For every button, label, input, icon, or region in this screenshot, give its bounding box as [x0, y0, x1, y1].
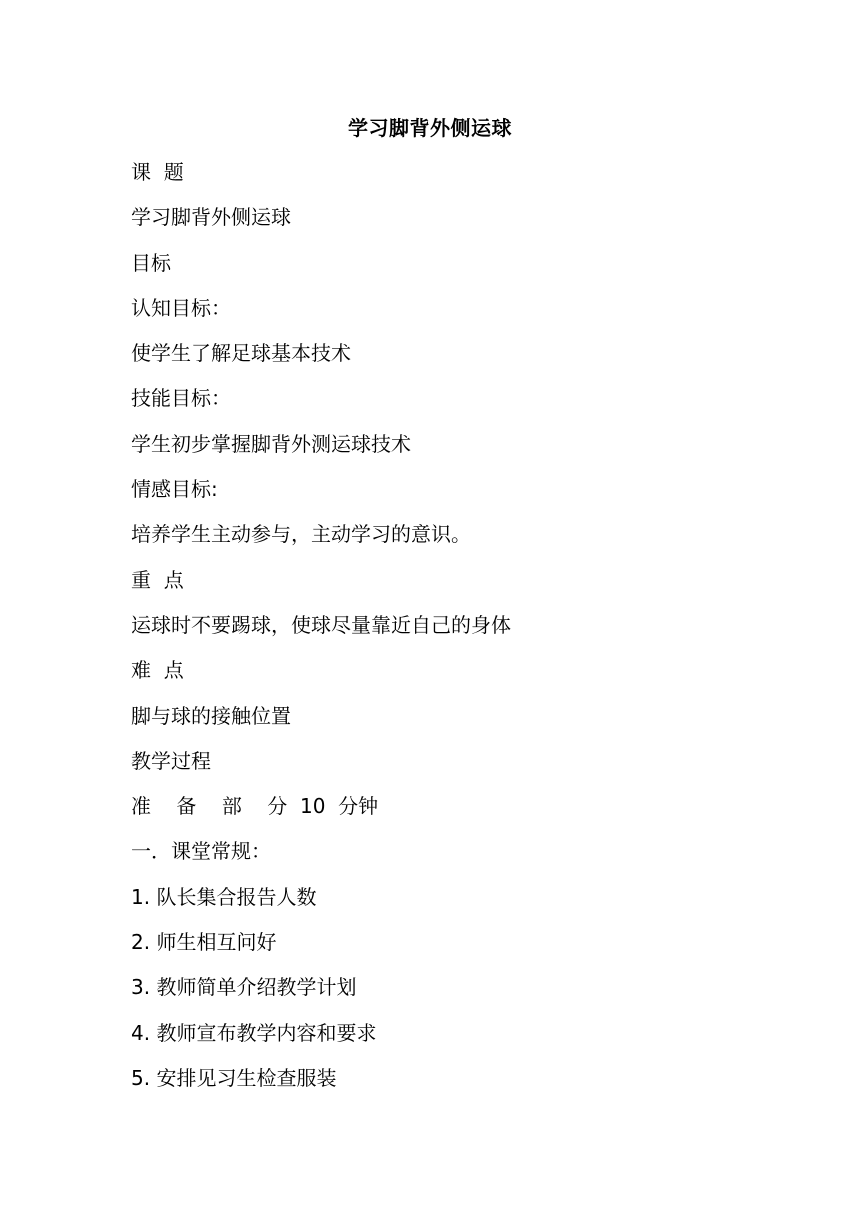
list-item: 2. 师生相互问好 [131, 930, 277, 955]
topic-text: 学习脚背外侧运球 [131, 205, 291, 230]
cognitive-goal-text: 使学生了解足球基本技术 [131, 341, 351, 366]
cognitive-goal-label: 认知目标： [131, 295, 231, 320]
section-label-goals: 目标 [131, 250, 171, 275]
emotional-goal-text: 培养学生主动参与，主动学习的意识。 [131, 522, 471, 547]
section-label-key-point: 重 点 [131, 567, 184, 592]
preparation-part-heading: 准 备 部 分 10 分钟 [131, 794, 379, 819]
skill-goal-label: 技能目标： [131, 386, 231, 411]
emotional-goal-label: 情感目标: [131, 477, 218, 502]
section-label-process: 教学过程 [131, 748, 211, 773]
list-item: 5. 安排见习生检查服装 [131, 1065, 337, 1090]
list-item: 1. 队长集合报告人数 [131, 884, 317, 909]
classroom-routine-heading: 一．课堂常规： [131, 839, 271, 864]
section-label-difficulty: 难 点 [131, 658, 184, 683]
skill-goal-text: 学生初步掌握脚背外测运球技术 [131, 431, 411, 456]
section-label-topic: 课 题 [131, 160, 184, 184]
list-item: 3. 教师简单介绍教学计划 [131, 975, 357, 1000]
difficulty-text: 脚与球的接触位置 [131, 703, 291, 728]
list-item: 4. 教师宣布教学内容和要求 [131, 1020, 377, 1045]
key-point-text: 运球时不要踢球，使球尽量靠近自己的身体 [131, 612, 511, 637]
document-body [131, 157, 781, 1108]
document-title: 学习脚背外侧运球 [348, 116, 512, 140]
